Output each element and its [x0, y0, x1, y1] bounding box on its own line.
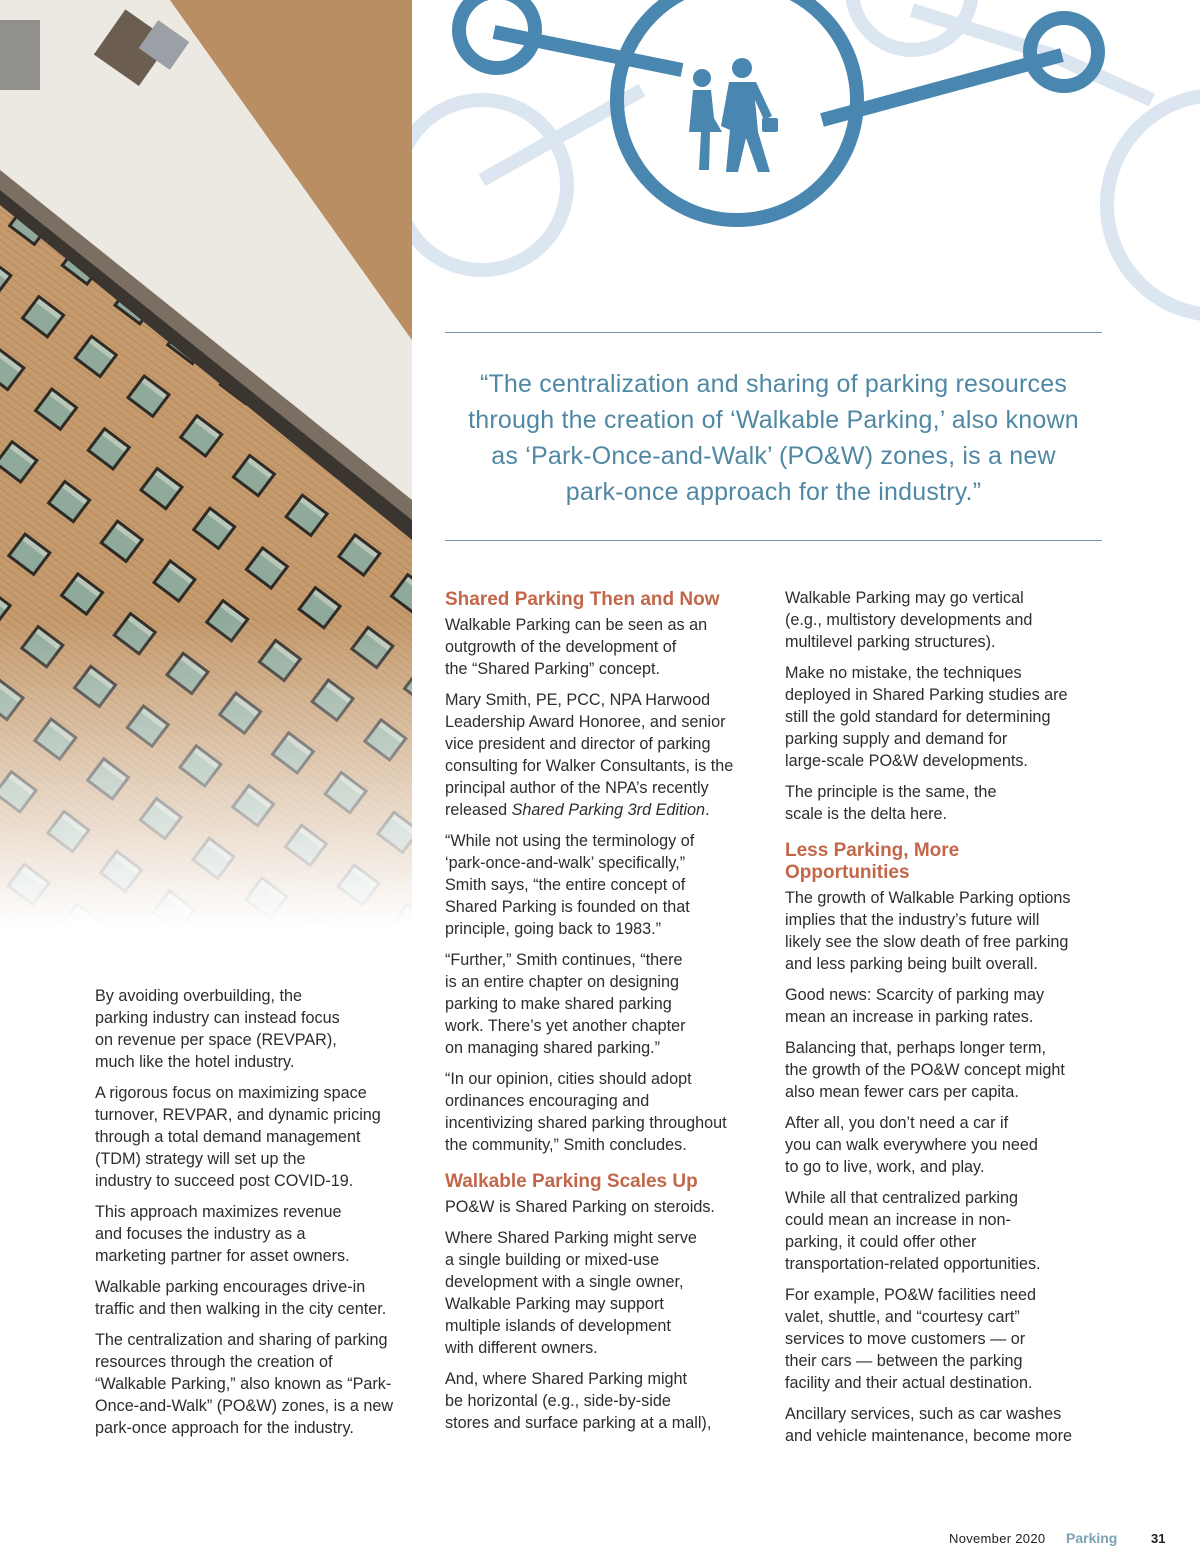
- paragraph: [445, 949, 765, 1059]
- paragraph: [445, 689, 765, 821]
- text-line: Walkable Parking can be seen as an: [445, 616, 708, 634]
- quote-bottom-rule: [445, 540, 1102, 541]
- text-fragment: released: [445, 801, 512, 819]
- text-line: The growth of Walkable Parking options: [785, 889, 1071, 907]
- text-line: a single building or mixed-use: [445, 1251, 660, 1269]
- text-line: park-once approach for the industry.: [95, 1419, 354, 1437]
- text-line: with different owners.: [445, 1339, 598, 1357]
- text-line: multilevel parking structures).: [785, 633, 996, 651]
- text-line: still the gold standard for determining: [785, 708, 1051, 726]
- column-1: [95, 985, 425, 1448]
- building-photo: [0, 0, 412, 935]
- paragraph: [785, 1187, 1115, 1275]
- page-number: 31: [1151, 1531, 1166, 1546]
- text-line: And, where Shared Parking might: [445, 1370, 688, 1388]
- text-line: through a total demand management: [95, 1128, 361, 1146]
- book-title: Shared Parking 3rd Edition: [511, 801, 706, 819]
- walking-network-graphic: [412, 0, 1200, 330]
- paragraph: [785, 1403, 1115, 1447]
- page-footer: [940, 1531, 1170, 1551]
- paragraph: [785, 984, 1115, 1028]
- walking-people-icon: [689, 58, 778, 172]
- text-line: on managing shared parking.”: [445, 1039, 661, 1057]
- text-line: Good news: Scarcity of parking may: [785, 986, 1045, 1004]
- text-line: the “Shared Parking” concept.: [445, 660, 661, 678]
- text-line: By avoiding overbuilding, the: [95, 987, 302, 1005]
- text-line: resources through the creation of: [95, 1353, 333, 1371]
- text-line: Smith says, “the entire concept of: [445, 876, 686, 894]
- text-line: mean an increase in parking rates.: [785, 1008, 1034, 1026]
- pull-quote-line: as ‘Park-Once-and-Walk’ (PO&W) zones, is a new: [491, 442, 1056, 470]
- text-line: “While not using the terminology of: [445, 832, 695, 850]
- paragraph: [95, 985, 425, 1073]
- text-line: is an entire chapter on designing: [445, 973, 679, 991]
- text-line: Leadership Award Honoree, and senior: [445, 713, 726, 731]
- text-line: transportation-related opportunities.: [785, 1255, 1041, 1273]
- text-line: facility and their actual destination.: [785, 1374, 1033, 1392]
- pull-quote-line: “The centralization and sharing of parking resources: [479, 370, 1068, 398]
- text-line: The principle is the same, the: [785, 783, 997, 801]
- column-2: [445, 589, 765, 1443]
- text-line: principle, going back to 1983.”: [445, 920, 661, 938]
- text-line: ‘park-once-and-walk’ specifically,”: [445, 854, 686, 872]
- text-line: “Walkable Parking,” also known as “Park-: [95, 1375, 392, 1393]
- text-line: deployed in Shared Parking studies are: [785, 686, 1068, 704]
- text-line: parking, it could offer other: [785, 1233, 977, 1251]
- text-line: principal author of the NPA’s recently: [445, 779, 709, 797]
- text-line: turnover, REVPAR, and dynamic pricing: [95, 1106, 381, 1124]
- paragraph: [785, 1112, 1115, 1178]
- text-line: development with a single owner,: [445, 1273, 684, 1291]
- text-line: This approach maximizes revenue: [95, 1203, 342, 1221]
- text-line: (e.g., multistory developments and: [785, 611, 1033, 629]
- paragraph: [445, 1196, 765, 1218]
- text-line: marketing partner for asset owners.: [95, 1247, 350, 1265]
- paragraph: [785, 587, 1115, 653]
- text-line: be horizontal (e.g., side-by-side: [445, 1392, 671, 1410]
- text-line: [445, 799, 765, 821]
- paragraph: [445, 1227, 765, 1359]
- text-line: The centralization and sharing of parking: [95, 1331, 388, 1349]
- text-line: work. There’s yet another chapter: [445, 1017, 686, 1035]
- text-line: implies that the industry’s future will: [785, 911, 1040, 929]
- pull-quote-line: through the creation of ‘Walkable Parking,’ also known: [468, 406, 1079, 434]
- section-heading: [785, 840, 1115, 884]
- text-line: vice president and director of parking: [445, 735, 711, 753]
- text-line: Balancing that, perhaps longer term,: [785, 1039, 1046, 1057]
- text-line: parking industry can instead focus: [95, 1009, 340, 1027]
- paragraph: [445, 830, 765, 940]
- text-line: “In our opinion, cities should adopt: [445, 1070, 692, 1088]
- paragraph: [95, 1329, 425, 1439]
- text-line: outgrowth of the development of: [445, 638, 677, 656]
- magazine-name: Parking: [1066, 1530, 1118, 1546]
- text-line: and vehicle maintenance, become more: [785, 1427, 1073, 1445]
- paragraph: [785, 887, 1115, 975]
- heading-line: Opportunities: [785, 862, 910, 883]
- text-line: stores and surface parking at a mall),: [445, 1414, 712, 1432]
- paragraph: [785, 662, 1115, 772]
- text-line: to go to live, work, and play.: [785, 1158, 985, 1176]
- text-line: services to move customers — or: [785, 1330, 1026, 1348]
- text-line: “Further,” Smith continues, “there: [445, 951, 683, 969]
- pull-quote-line: park-once approach for the industry.”: [565, 478, 982, 506]
- text-line: While all that centralized parking: [785, 1189, 1019, 1207]
- paragraph: [95, 1276, 425, 1320]
- text-line: much like the hotel industry.: [95, 1053, 295, 1071]
- heading-line: Less Parking, More: [785, 840, 960, 861]
- paragraph: [785, 781, 1115, 825]
- text-line: likely see the slow death of free parking: [785, 933, 1069, 951]
- section-heading: Shared Parking Then and Now: [445, 589, 720, 610]
- text-line: Walkable Parking may go vertical: [785, 589, 1024, 607]
- text-line: ordinances encouraging and: [445, 1092, 650, 1110]
- text-line: Walkable Parking may support: [445, 1295, 664, 1313]
- text-line: (TDM) strategy will set up the: [95, 1150, 306, 1168]
- text-line: could mean an increase in non-: [785, 1211, 1011, 1229]
- text-line: Shared Parking is founded on that: [445, 898, 690, 916]
- text-line: parking to make shared parking: [445, 995, 672, 1013]
- text-line: also mean fewer cars per capita.: [785, 1083, 1019, 1101]
- text-line: you can walk everywhere you need: [785, 1136, 1038, 1154]
- paragraph: [785, 1284, 1115, 1394]
- paragraph: [95, 1082, 425, 1192]
- text-line: their cars — between the parking: [785, 1352, 1023, 1370]
- text-line: Mary Smith, PE, PCC, NPA Harwood: [445, 691, 711, 709]
- text-line: A rigorous focus on maximizing space: [95, 1084, 367, 1102]
- text-line: on revenue per space (REVPAR),: [95, 1031, 337, 1049]
- text-line: traffic and then walking in the city center.: [95, 1300, 387, 1318]
- text-line: Where Shared Parking might serve: [445, 1229, 697, 1247]
- text-line: incentivizing shared parking throughout: [445, 1114, 727, 1132]
- text-line: scale is the delta here.: [785, 805, 947, 823]
- text-line: the growth of the PO&W concept might: [785, 1061, 1065, 1079]
- pull-quote: [445, 366, 1102, 510]
- quote-top-rule: [445, 332, 1102, 333]
- text-line: After all, you don’t need a car if: [785, 1114, 1009, 1132]
- text-line: large-scale PO&W developments.: [785, 752, 1028, 770]
- text-line: Ancillary services, such as car washes: [785, 1405, 1062, 1423]
- paragraph: [445, 614, 765, 680]
- text-line: Make no mistake, the techniques: [785, 664, 1022, 682]
- text-line: and focuses the industry as a: [95, 1225, 306, 1243]
- text-line: multiple islands of development: [445, 1317, 671, 1335]
- section-heading: Walkable Parking Scales Up: [445, 1171, 698, 1192]
- text-line: Once-and-Walk” (PO&W) zones, is a new: [95, 1397, 394, 1415]
- paragraph: [445, 1368, 765, 1434]
- text-line: and less parking being built overall.: [785, 955, 1038, 973]
- text-fragment: .: [705, 801, 710, 819]
- paragraph: [785, 1037, 1115, 1103]
- text-line: industry to succeed post COVID-19.: [95, 1172, 354, 1190]
- text-line: Walkable parking encourages drive-in: [95, 1278, 366, 1296]
- text-line: For example, PO&W facilities need: [785, 1286, 1037, 1304]
- paragraph: [445, 1068, 765, 1156]
- text-line: consulting for Walker Consultants, is the: [445, 757, 734, 775]
- issue-date: November 2020: [949, 1531, 1046, 1546]
- text-line: the community,” Smith concludes.: [445, 1136, 687, 1154]
- column-3: [785, 587, 1115, 1456]
- text-line: parking supply and demand for: [785, 730, 1008, 748]
- paragraph: [95, 1201, 425, 1267]
- text-line: PO&W is Shared Parking on steroids.: [445, 1198, 715, 1216]
- text-line: valet, shuttle, and “courtesy cart”: [785, 1308, 1020, 1326]
